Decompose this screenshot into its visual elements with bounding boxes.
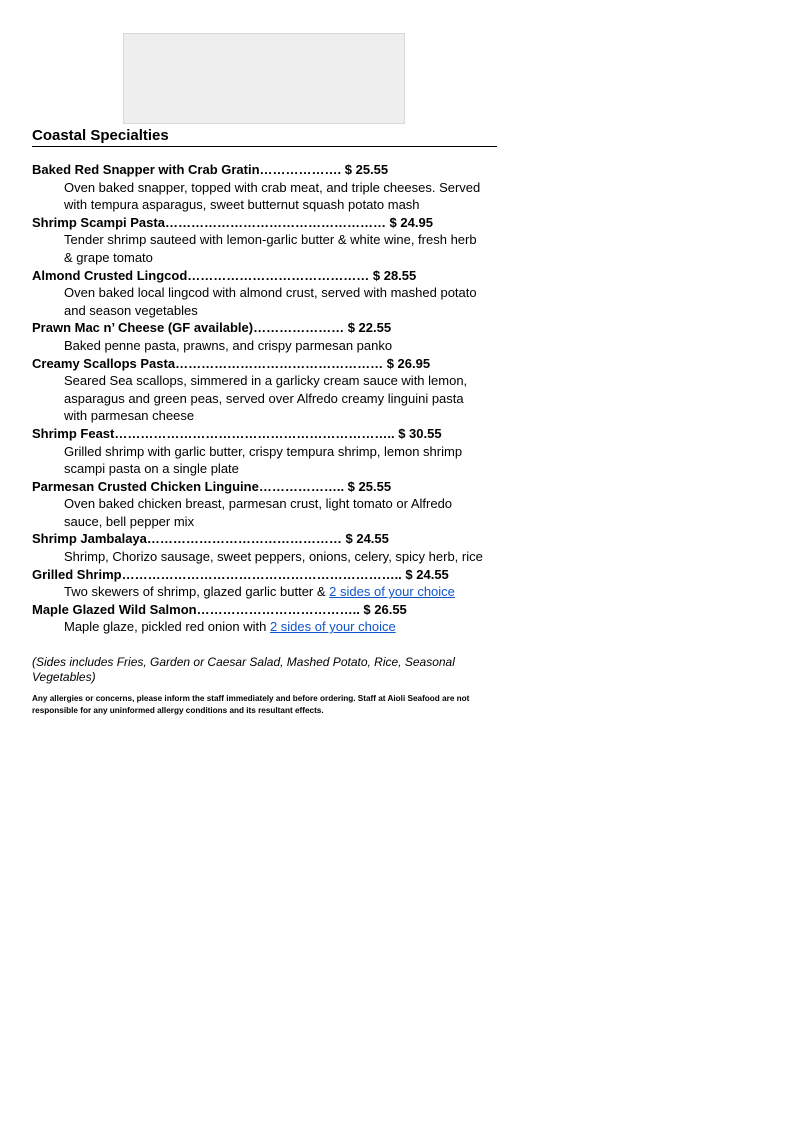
section-title: Coastal Specialties — [32, 127, 497, 147]
menu-item-title: Maple Glazed Wild Salmon……………………………….. $ 26.55 — [32, 601, 407, 617]
menu-item-description: Grilled shrimp with garlic butter, crispy tempura shrimp, lemon shrimp — [64, 443, 463, 459]
menu-item-description: & grape tomato — [64, 249, 153, 265]
menu-item-description-text: Two skewers of shrimp, glazed garlic butter & — [64, 584, 330, 600]
menu-item-title: Shrimp Scampi Pasta…………………………………………… $ 24.95 — [32, 214, 433, 230]
menu-item-title: Baked Red Snapper with Crab Gratin………………. $ 25.55 — [32, 162, 389, 177]
menu-item-description: and season vegetables — [64, 302, 198, 318]
menu-item — [32, 355, 502, 425]
menu-item — [32, 161, 502, 214]
menu-item-description: sauce, bell pepper mix — [64, 513, 195, 529]
menu-item-title: Shrimp Jambalaya……………………………………… $ 24.55 — [32, 531, 389, 547]
menu-item-description: Seared Sea scallops, simmered in a garlicky cream sauce with lemon, — [64, 373, 468, 389]
menu-item-description-text: Maple glaze, pickled red onion with — [64, 619, 270, 635]
sides-note: (Sides includes Fries, Garden or Caesar Salad, Mashed Potato, Rice, Seasonal Vegetables) — [32, 655, 455, 684]
menu-item-description: scampi pasta on a single plate — [64, 461, 239, 477]
menu-item — [32, 530, 502, 565]
menu-item-description: asparagus and green peas, served over Alfredo creamy linguini pasta — [64, 390, 464, 406]
menu-item-description: Oven baked local lingcod with almond crust, served with mashed potato — [64, 285, 477, 301]
menu-item-description: Tender shrimp sauteed with lemon-garlic butter & white wine, fresh herb — [64, 232, 477, 248]
menu-item-description — [32, 583, 502, 601]
menu-item — [32, 425, 502, 478]
allergy-note: Any allergies or concerns, please inform the staff immediately and before ordering. Staff at Aioli Seafood are not responsible for any uninformed allergy conditions and its resultant effects. — [32, 694, 470, 715]
menu-list — [32, 161, 502, 636]
menu-item-description: with parmesan cheese — [64, 408, 195, 424]
menu-item-description: with tempura asparagus, sweet butternut squash potato mash — [64, 197, 420, 213]
menu-item-title: Prawn Mac n’ Cheese (GF available)………………… $ 22.55 — [32, 320, 392, 336]
menu-item-title: Shrimp Feast……………………………………………………….. $ 30.55 — [32, 425, 442, 441]
menu-item — [32, 319, 502, 354]
menu-item — [32, 214, 502, 267]
menu-item — [32, 267, 502, 320]
menu-item-title: Almond Crusted Lingcod…………………………………… $ 28.55 — [32, 267, 417, 283]
menu-item-title: Parmesan Crusted Chicken Linguine……………….. $ 25.55 — [32, 478, 392, 494]
logo-placeholder — [123, 33, 405, 124]
menu-item-description: Oven baked chicken breast, parmesan crust, light tomato or Alfredo — [64, 496, 453, 512]
menu-item-description: Baked penne pasta, prawns, and crispy parmesan panko — [64, 337, 393, 353]
menu-item-title: Grilled Shrimp……………………………………………………….. $ 24.55 — [32, 566, 449, 582]
menu-item — [32, 478, 502, 531]
menu-item-description — [32, 618, 502, 636]
menu-item-title: Creamy Scallops Pasta………………………………………… $ 26.95 — [32, 355, 431, 371]
menu-item-description: Oven baked snapper, topped with crab meat, and triple cheeses. Served — [64, 179, 481, 195]
menu-item — [32, 566, 502, 601]
sides-choice-link[interactable]: 2 sides of your choice — [269, 619, 396, 635]
menu-item-description: Shrimp, Chorizo sausage, sweet peppers, onions, celery, spicy herb, rice — [64, 549, 483, 565]
menu-item — [32, 601, 502, 636]
sides-choice-link[interactable]: 2 sides of your choice — [329, 584, 455, 600]
